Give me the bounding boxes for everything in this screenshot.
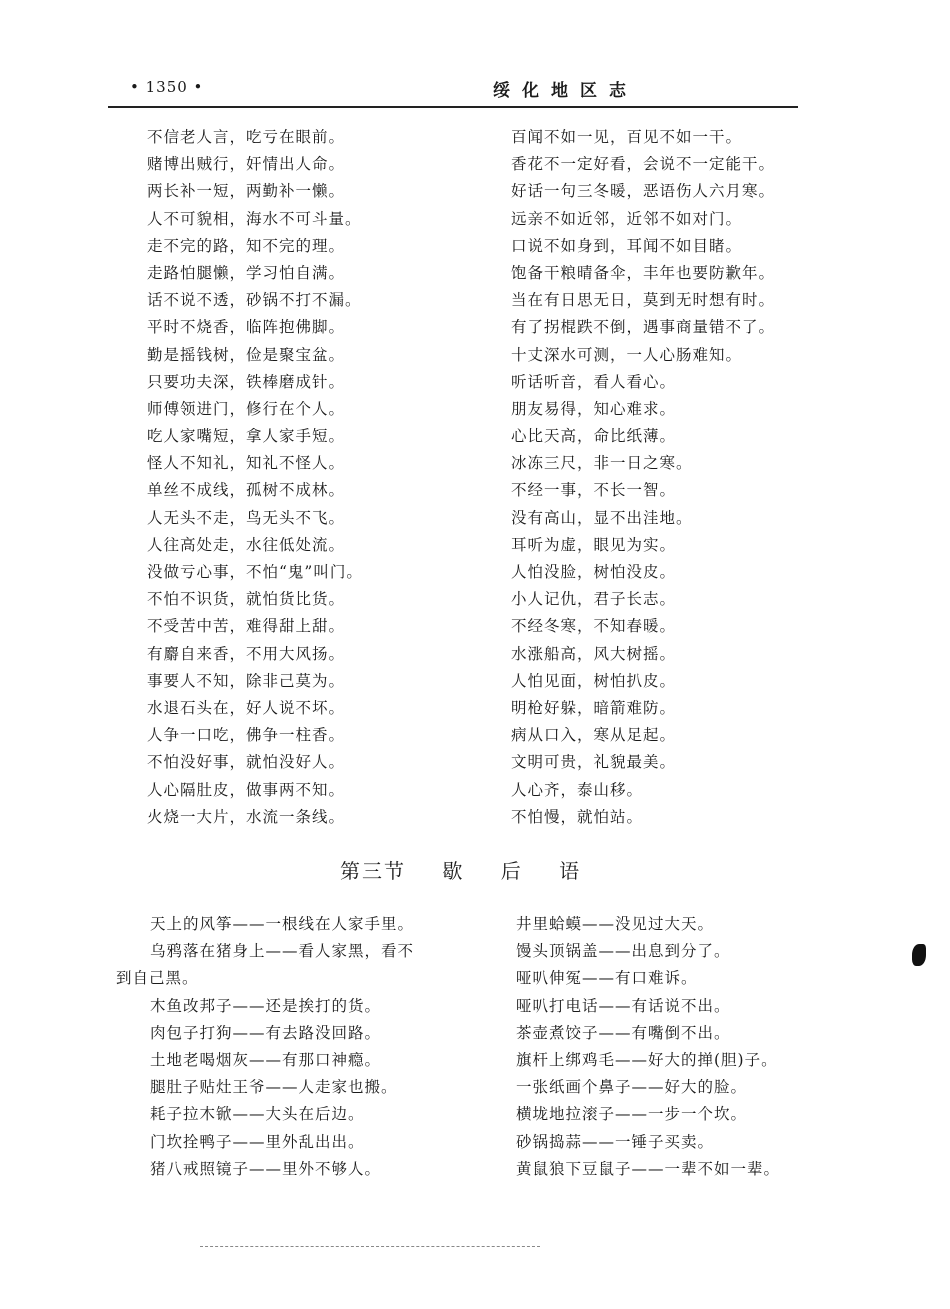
section-title-char: 语 <box>559 859 582 883</box>
proverb-line: 单丝不成线，孤树不成林。 <box>147 481 346 500</box>
book-title: 绥化地区志 <box>493 81 638 101</box>
proverb-line: 吃人家嘴短，拿人家手短。 <box>147 427 346 446</box>
proverb-line: 走不完的路，知不完的理。 <box>147 236 346 255</box>
proverb-line: 饱备干粮晴备伞，丰年也要防歉年。 <box>511 263 776 282</box>
proverb-line: 不怕慢，就怕站。 <box>511 807 644 826</box>
proverb-line: 小人记仇，君子长志。 <box>511 590 677 609</box>
section-heading <box>340 855 610 884</box>
proverb-line: 水涨船高，风大树摇。 <box>511 644 677 663</box>
proverb-line: 当在有日思无日，莫到无时想有时。 <box>511 291 776 310</box>
proverb-line: 十丈深水可测，一人心肠难知。 <box>511 345 743 364</box>
xiehouyu-right-column <box>516 911 780 1183</box>
proverb-line: 人怕见面，树怕扒皮。 <box>511 671 677 690</box>
xiehouyu-line: 馒头顶锅盖——出息到分了。 <box>516 942 731 961</box>
proverb-line: 水退石头在，好人说不坏。 <box>147 698 346 717</box>
proverb-line: 勤是摇钱树，俭是聚宝盆。 <box>147 345 346 364</box>
xiehouyu-line: 哑叭打电话——有话说不出。 <box>516 996 731 1015</box>
proverb-line: 话不说不透，砂锅不打不漏。 <box>147 291 362 310</box>
proverb-line: 心比天高，命比纸薄。 <box>511 427 677 446</box>
proverbs-right-column <box>511 124 775 831</box>
proverb-line: 病从口入，寒从足起。 <box>511 726 677 745</box>
xiehouyu-line: 一张纸画个鼻子——好大的脸。 <box>516 1078 748 1097</box>
proverb-line: 事要人不知，除非己莫为。 <box>147 671 346 690</box>
xiehouyu-line: 井里蛤蟆——没见过大天。 <box>516 915 715 933</box>
proverb-line: 平时不烧香，临阵抱佛脚。 <box>147 318 346 337</box>
xiehouyu-line: 黄鼠狼下豆鼠子——一辈不如一辈。 <box>516 1159 781 1178</box>
proverb-line: 人往高处走，水往低处流。 <box>147 535 346 554</box>
proverb-line: 明枪好躲，暗箭难防。 <box>511 698 677 717</box>
proverb-line: 人心齐，泰山移。 <box>511 780 644 799</box>
proverb-line: 文明可贵，礼貌最美。 <box>511 753 677 772</box>
xiehouyu-line: 耗子拉木锨——大头在后边。 <box>150 1105 365 1124</box>
proverb-line: 火烧一大片，水流一条线。 <box>147 807 346 826</box>
xiehouyu-line: 腿肚子贴灶王爷——人走家也搬。 <box>150 1078 398 1097</box>
proverb-line: 不经冬寒，不知春暖。 <box>511 617 677 636</box>
proverb-line: 不信老人言，吃亏在眼前。 <box>147 128 346 146</box>
proverb-line: 人不可貌相，海水不可斗量。 <box>147 209 362 228</box>
xiehouyu-line: 乌鸦落在猪身上——看人家黑，看不 <box>150 942 415 961</box>
proverb-line: 百闻不如一见，百见不如一干。 <box>511 128 743 146</box>
proverb-line: 香花不一定好看，会说不一定能干。 <box>511 155 776 174</box>
binding-mark <box>912 944 926 966</box>
proverb-line: 朋友易得，知心难求。 <box>511 399 677 418</box>
xiehouyu-line: 木鱼改邦子——还是挨打的货。 <box>150 996 382 1015</box>
section-title-char: 后 <box>500 859 523 883</box>
proverb-line: 人怕没脸，树怕没皮。 <box>511 563 677 581</box>
page-number: • 1350 • <box>130 78 204 96</box>
proverb-line: 听话听音，看人看心。 <box>511 372 677 391</box>
proverb-line: 不受苦中苦，难得甜上甜。 <box>147 617 346 636</box>
proverb-line: 走路怕腿懒，学习怕自满。 <box>147 263 346 282</box>
proverb-line: 口说不如身到，耳闻不如目睹。 <box>511 236 743 255</box>
proverb-line: 没做亏心事，不怕“鬼”叫门。 <box>147 563 363 581</box>
xiehouyu-line: 天上的风筝——一根线在人家手里。 <box>150 915 415 933</box>
xiehouyu-line: 门坎拴鸭子——里外乱出出。 <box>150 1132 365 1151</box>
xiehouyu-line: 到自己黑。 <box>116 969 199 988</box>
proverb-line: 人争一口吃，佛争一柱香。 <box>147 726 346 745</box>
proverb-line: 赌博出贼行，奸情出人命。 <box>147 155 346 174</box>
xiehouyu-line: 茶壶煮饺子——有嘴倒不出。 <box>516 1023 731 1042</box>
proverb-line: 只要功夫深，铁棒磨成针。 <box>147 372 346 391</box>
proverb-line: 没有高山，显不出洼地。 <box>511 508 693 527</box>
proverbs-left-column <box>147 124 363 831</box>
xiehouyu-line: 猪八戒照镜子——里外不够人。 <box>150 1159 382 1178</box>
proverb-line: 不怕不识货，就怕货比货。 <box>147 590 346 609</box>
xiehouyu-line: 横垅地拉滚子——一步一个坎。 <box>516 1105 748 1124</box>
xiehouyu-line: 砂锅捣蒜——一锤子买卖。 <box>516 1132 715 1151</box>
proverb-line: 不经一事，不长一智。 <box>511 481 677 500</box>
proverb-line: 人心隔肚皮，做事两不知。 <box>147 780 346 799</box>
proverb-line: 不怕没好事，就怕没好人。 <box>147 753 346 772</box>
section-number: 第三节 <box>340 859 406 883</box>
proverb-line: 冰冻三尺，非一日之寒。 <box>511 454 693 473</box>
bottom-rule <box>200 1246 540 1248</box>
proverb-line: 好话一句三冬暖，恶语伤人六月寒。 <box>511 182 776 201</box>
page-header <box>108 78 798 104</box>
proverb-line: 有了拐棍跌不倒，遇事商量错不了。 <box>511 318 776 337</box>
xiehouyu-line: 哑叭伸冤——有口难诉。 <box>516 969 698 988</box>
xiehouyu-line: 肉包子打狗——有去路没回路。 <box>150 1023 382 1042</box>
proverb-line: 师傅领进门，修行在个人。 <box>147 399 346 418</box>
xiehouyu-line: 旗杆上绑鸡毛——好大的掸(胆)子。 <box>516 1050 778 1069</box>
section-title-char: 歇 <box>442 859 465 883</box>
xiehouyu-left-column <box>116 911 415 1183</box>
proverb-line: 耳听为虚，眼见为实。 <box>511 535 677 554</box>
xiehouyu-line: 土地老喝烟灰——有那口神瘾。 <box>150 1050 382 1069</box>
proverb-line: 远亲不如近邻，近邻不如对门。 <box>511 209 743 228</box>
proverb-line: 怪人不知礼，知礼不怪人。 <box>147 454 346 473</box>
header-rule <box>108 106 798 108</box>
proverb-line: 两长补一短，两勤补一懒。 <box>147 182 346 201</box>
proverb-line: 有麝自来香，不用大风扬。 <box>147 644 346 663</box>
proverb-line: 人无头不走，鸟无头不飞。 <box>147 508 346 527</box>
